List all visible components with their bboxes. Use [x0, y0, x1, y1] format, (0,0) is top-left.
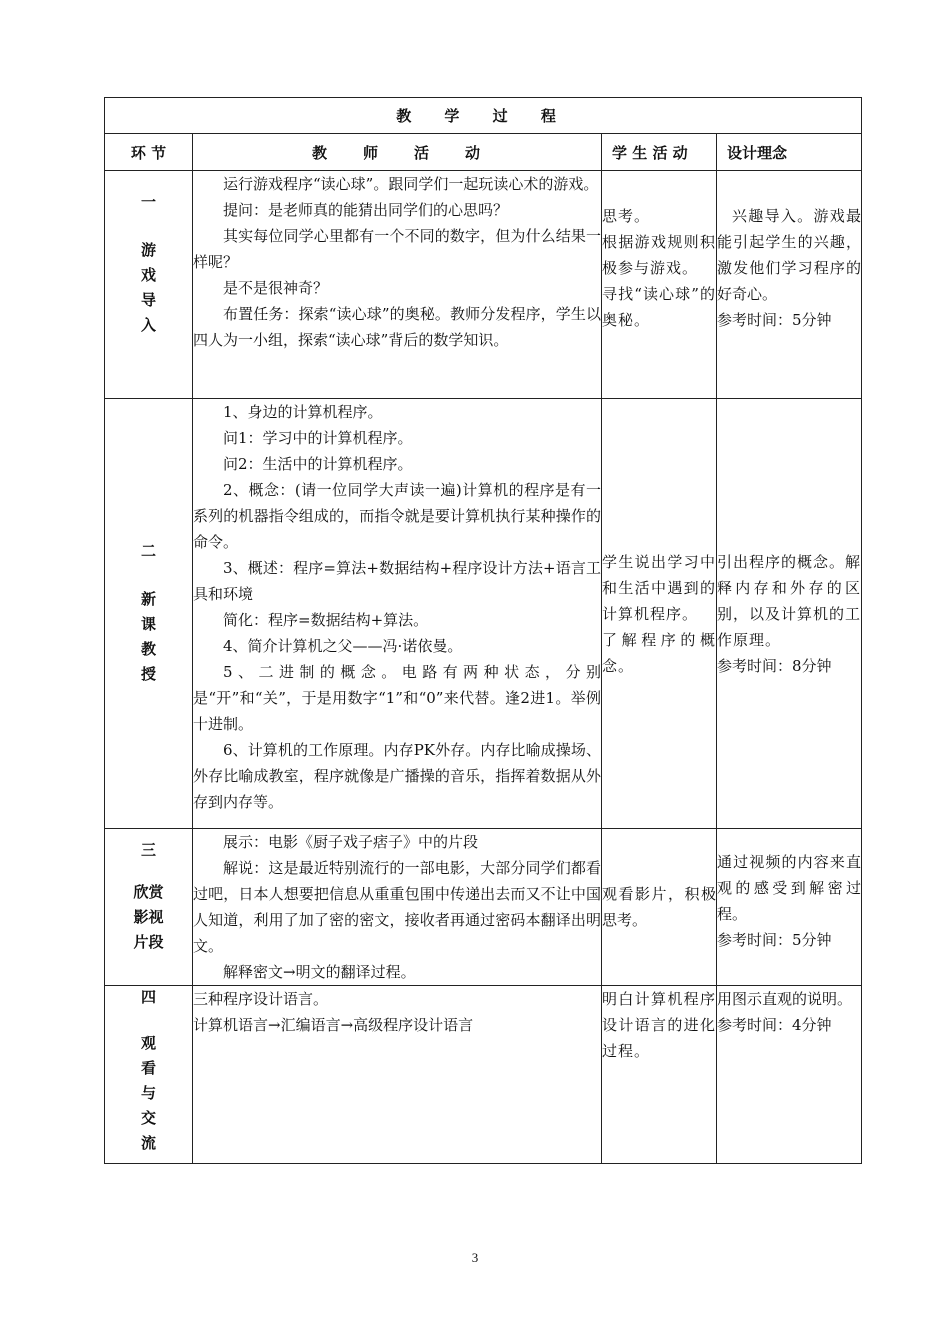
stage-number: 一: [140, 193, 156, 211]
student-text: 寻找“读心球”的奥秘。: [602, 285, 716, 329]
teacher-activity-cell: [193, 986, 602, 1164]
stage-name-char: 游: [140, 241, 156, 259]
stage-name-char: 戏: [140, 266, 156, 284]
stage-name-line: 欣赏: [133, 883, 164, 901]
header-design-concept: 设计理念: [717, 134, 862, 171]
student-text: 观看影片，积极思考。: [602, 885, 716, 929]
teacher-paragraph: 是不是很神奇？: [223, 279, 329, 297]
teacher-paragraph: 4、简介计算机之父——冯·诺依曼。: [223, 637, 463, 655]
stage-name-char: 授: [140, 665, 156, 683]
page-number: 3: [471, 1250, 479, 1265]
design-text: 参考时间：8分钟: [717, 656, 832, 675]
stage-number: 四: [140, 988, 156, 1006]
stage-name-char: 与: [140, 1084, 156, 1102]
stage-name-char: 流: [140, 1134, 156, 1152]
teaching-process-table: [104, 97, 862, 1164]
teacher-paragraph: 解释密文→明文的翻译过程。: [223, 963, 416, 981]
teacher-paragraph: 提问：是老师真的能猜出同学们的心思吗？: [223, 201, 509, 219]
stage-cell: [105, 829, 193, 986]
student-text: 了解程序的概念。: [602, 630, 716, 675]
teacher-paragraph: 1、身边的计算机程序。: [223, 403, 383, 421]
teacher-activity-cell: [193, 399, 602, 829]
student-text: 根据游戏规则积极参与游戏。: [602, 233, 716, 277]
teacher-paragraph: 3、概述：程序=算法+数据结构+程序设计方法+语言工具和环境: [193, 559, 601, 603]
teacher-paragraph: 解说：这是最近特别流行的一部电影，大部分同学们都看过吧，日本人想要把信息从重重包围中传递出去而又不让中国人知道，利用了加了密的密文，接收者再通过密码本翻译出明文。: [193, 859, 601, 955]
stage-name-char: 课: [140, 615, 156, 633]
teacher-paragraph: 问1：学习中的计算机程序。: [223, 429, 413, 447]
teacher-activity-cell: [193, 829, 602, 986]
design-text: 参考时间：5分钟: [717, 311, 832, 329]
table-row: [105, 986, 862, 1164]
teacher-paragraph: 计算机语言→汇编语言→高级程序设计语言: [193, 1016, 474, 1034]
student-activity-cell: [602, 986, 717, 1164]
teacher-paragraph: 6、计算机的工作原理。内存PK外存。内存比喻成操场、外存比喻成教室，程序就像是广播操的音乐，指挥着数据从外存到内存等。: [193, 741, 601, 811]
design-text: 引出程序的概念。解释内存和外存的区别，以及计算机的工作原理。: [717, 552, 862, 649]
stage-number: 二: [140, 542, 156, 560]
student-activity-cell: [602, 171, 717, 399]
teacher-paragraph: 简化：程序=数据结构+算法。: [223, 611, 429, 629]
teacher-paragraph: 布置任务：探索“读心球”的奥秘。教师分发程序，学生以四人为一小组，探索“读心球”背后的数学知识。: [193, 305, 601, 349]
student-activity-cell: [602, 829, 717, 986]
teacher-paragraph: 三种程序设计语言。: [193, 990, 329, 1008]
stage-cell: [105, 986, 193, 1164]
teacher-activity-cell: [193, 171, 602, 399]
stage-name-char: 新: [140, 590, 156, 608]
stage-name-char: 观: [140, 1034, 156, 1052]
student-text: 学生说出学习中和生活中遇到的计算机程序。: [602, 552, 716, 623]
teacher-paragraph: 展示：电影《厨子戏子痞子》中的片段: [223, 833, 479, 851]
stage-name-line: 片段: [133, 933, 164, 951]
table-row: [105, 829, 862, 986]
stage-name-char: 入: [140, 316, 156, 334]
design-concept-cell: [717, 986, 862, 1164]
stage-name-char: 看: [140, 1059, 156, 1077]
stage-number: 三: [140, 841, 156, 859]
stage-name-char: 交: [140, 1109, 156, 1127]
teacher-paragraph: 2、概念：(请一位同学大声读一遍)计算机的程序是有一系列的机器指令组成的，而指令就是要计算机执行某种操作的命令。: [193, 481, 601, 551]
table-row: [105, 399, 862, 829]
design-text: 用图示直观的说明。: [717, 990, 853, 1008]
stage-cell: [105, 399, 193, 829]
header-student-activity: 学 生 活 动: [602, 134, 717, 171]
stage-name-line: 影视: [133, 908, 164, 926]
stage-cell: [105, 171, 193, 399]
teacher-paragraph: 问2：生活中的计算机程序。: [223, 455, 413, 473]
design-text: 通过视频的内容来直观的感受到解密过程。: [717, 853, 862, 923]
design-concept-cell: [717, 829, 862, 986]
teacher-paragraph: 运行游戏程序“读心球”。跟同学们一起玩读心术的游戏。: [223, 175, 599, 193]
design-text: 兴趣导入。游戏最能引起学生的兴趣，激发他们学习程序的好奇心。: [717, 207, 862, 303]
student-activity-cell: [602, 399, 717, 829]
design-text: 参考时间：5分钟: [717, 931, 832, 949]
header-stage: 环 节: [105, 134, 193, 171]
header-teacher-activity: 教 师 活 动: [193, 134, 602, 171]
stage-name-char: 导: [140, 291, 156, 309]
student-text: 思考。: [602, 207, 651, 225]
table-row: [105, 171, 862, 399]
teacher-paragraph: 5、二进制的概念。电路有两种状态，分别是“开”和“关”，于是用数字“1”和“0”来代替。逢2进1。举例十进制。: [193, 663, 601, 733]
design-concept-cell: [717, 171, 862, 399]
design-concept-cell: [717, 399, 862, 829]
table-title: 教 学 过 程: [105, 98, 862, 134]
stage-name-char: 教: [140, 640, 156, 658]
design-text: 参考时间：4分钟: [717, 1016, 832, 1034]
teacher-paragraph: 其实每位同学心里都有一个不同的数字，但为什么结果一样呢？: [193, 227, 601, 271]
student-text: 明白计算机程序设计语言的进化过程。: [602, 990, 716, 1060]
